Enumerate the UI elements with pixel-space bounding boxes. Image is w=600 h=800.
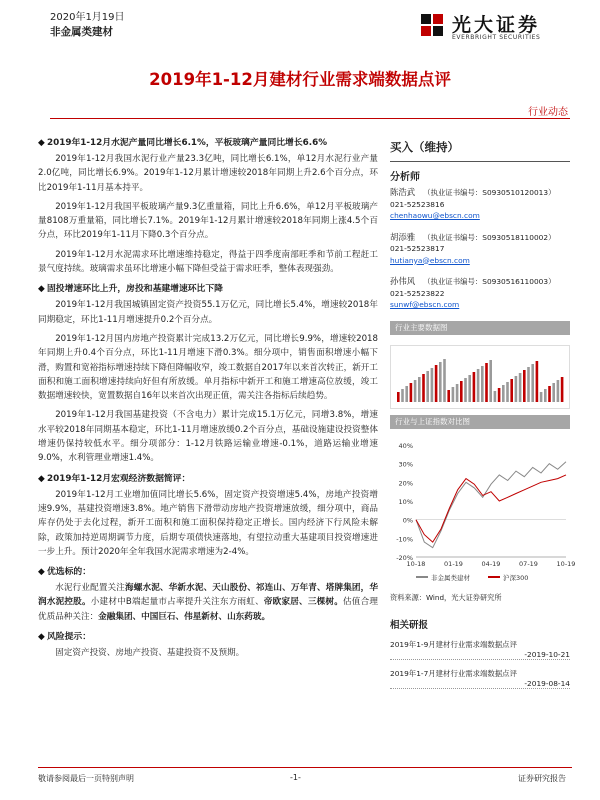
figure-bar xyxy=(515,376,518,402)
figure-bar xyxy=(540,392,543,402)
related-report-item[interactable] xyxy=(390,668,570,689)
related-report-date: -2019-08-14 xyxy=(390,679,570,689)
related-report-title[interactable]: 2019年1-7月建材行业需求端数据点评 xyxy=(390,668,517,678)
legend-label: 非金属类建材 xyxy=(431,573,470,582)
diamond-bullet-icon: ◆ xyxy=(38,284,45,295)
stock-picks: 水泥行业配置关注海螺水泥、华新水泥、天山股份、祁连山、万年青、塔牌集团，华润水泥控股。小建材中B端起量市占率提升关注东方雨虹、帝欧家居、三棵树。估值合理优质品种关注：金融集团、中国巨石、伟星新材、山东药玻。 xyxy=(38,583,378,622)
body-paragraph: 2019年1-12月我国城镇固定资产投资55.1万亿元，同比增长5.4%，增速较2018年同期稳定，环比1-11月增速提升0.2个百分点。 xyxy=(38,300,378,325)
body-paragraph: 2019年1-12月我国基建投资（不含电力）累计完成15.1万亿元，同增3.8%，增速水平较2018年同期基本稳定，环比1-11月增速放缓0.2个百分点，基础设施建设投资整体增速仍保持较低水平。细分项部分：1-12月铁路运输业增速-0.1%，道路运输业增速9.0%，水利管理业增速1.4%。 xyxy=(38,410,378,464)
logo-text-cn: 光大证券 xyxy=(452,14,541,36)
figure-bar xyxy=(401,389,404,402)
x-tick-label: 01-19 xyxy=(444,559,463,568)
figure-bar xyxy=(502,385,505,402)
figure-bar xyxy=(552,383,555,402)
sidebar xyxy=(390,131,576,689)
figure-bar xyxy=(439,362,442,402)
analyst-email-link[interactable]: hutianya@ebscn.com xyxy=(390,255,470,265)
figure-bar xyxy=(468,375,471,402)
figure-bar xyxy=(426,371,429,402)
logo-mark-icon xyxy=(418,10,446,40)
series-line-0 xyxy=(416,461,566,547)
figure-bar xyxy=(494,391,497,402)
section-heading: ◆ 风险提示： xyxy=(38,632,91,643)
figure-bar xyxy=(536,361,539,402)
figure-bar xyxy=(464,378,467,402)
figure-bar xyxy=(519,373,522,402)
body-paragraph: 2019年1-12月国内房地产投资累计完成13.2万亿元，同比增长9.9%，增速较2018年同期上升0.4个百分点，环比1-11月增速下滑0.3%。细分项中，销售面积增速小幅下滑，购置和宽裕指标增速持续下降但降幅收窄，竣工数据自2017年以来首次转正，新开工面积和施工面积增速持续向好但有所放缓。单月指标中新开工和施工增速高位放缓，竣工数据增速较快，宽置数据自16年以来首次出现正值，需关注各指标后续趋势。 xyxy=(38,333,378,402)
analyst-phone: 021-52523816 xyxy=(390,199,445,209)
comparison-chart xyxy=(390,439,576,589)
related-report-date: -2019-10-21 xyxy=(390,650,570,660)
x-tick-label: 07-19 xyxy=(519,559,538,568)
figure-bar xyxy=(410,383,413,402)
body-paragraph: 2019年1-12月工业增加值同比增长5.6%，固定资产投资增速5.4%，房地产投资增速9.9%，基建投资增速3.8%。地产销售下滑带动房地产投资增速放缓，细分项中，商品库存仍处于去化过程，新开工面积和施工面积保持稳定正增长。国内经济下行风险未解除，政策加持逆周期调节力度，后期专项债快速落地，有望拉动重大基建项目投资增速进一步上升。预计2020年全年我国水泥需求增速为2-4%。 xyxy=(38,489,378,557)
y-tick-label: 20% xyxy=(398,478,413,487)
related-report-item[interactable] xyxy=(390,639,570,660)
figure-bar xyxy=(523,370,526,402)
figure-bar xyxy=(447,390,450,402)
rating: 买入（维持） xyxy=(390,140,459,154)
figure-bar xyxy=(422,374,425,402)
y-tick-label: 10% xyxy=(398,497,413,506)
figure-bar xyxy=(418,377,421,402)
analyst-phone: 021-52523822 xyxy=(390,288,445,298)
chart-source: 资料来源：Wind，光大证券研究所 xyxy=(390,592,502,602)
analyst-cert: （执业证书编号：S0930510120013） xyxy=(423,188,556,197)
report-title: 2019年1-12月建材行业需求端数据点评 xyxy=(149,70,451,89)
diamond-bullet-icon: ◆ xyxy=(38,473,45,484)
figure-bar xyxy=(561,377,564,402)
industry-data-box-title: 行业主要数据图 xyxy=(390,321,570,335)
analyst-cert: （执业证书编号：S0930516110003） xyxy=(423,277,556,286)
figure-bar xyxy=(435,365,438,402)
figure-bar xyxy=(405,386,408,402)
body-paragraph: 2019年1-12月水泥需求环比增速维持稳定，得益于四季度南部旺季和节前工程赶工景气度持续。玻璃需求虽环比增速小幅下降但受益于需求旺季，整体表现强劲。 xyxy=(38,249,378,275)
figure-bar xyxy=(506,382,509,402)
x-tick-label: 10-19 xyxy=(556,559,576,568)
y-tick-label: -10% xyxy=(396,534,413,543)
diamond-bullet-icon: ◆ xyxy=(38,632,45,643)
section-heading: ◆ 2019年1-12月宏观经济数据简评： xyxy=(38,473,191,484)
rating-divider xyxy=(390,161,570,162)
x-tick-label: 04-19 xyxy=(481,559,501,568)
body-paragraph: 2019年1-12月我国水泥行业产量23.3亿吨，同比增长6.1%，单12月水泥行业产量2.0亿吨，同比增长6.9%。2019年1-12月累计增速较2018年同期上升2.6个百分点，环比2019年1-11月基本持平。 xyxy=(38,154,378,193)
figure-bar xyxy=(452,387,455,402)
related-reports-heading: 相关研报 xyxy=(390,619,429,631)
y-tick-label: 0% xyxy=(402,516,413,525)
section-heading: ◆ 优选标的： xyxy=(38,567,91,578)
footer-divider xyxy=(38,767,572,768)
main-body xyxy=(38,131,378,665)
figure-bar xyxy=(527,367,530,402)
analyst-email-link[interactable]: sunwf@ebscn.com xyxy=(390,300,460,309)
footer-report-type: 证券研究报告 xyxy=(518,774,566,783)
y-tick-label: -20% xyxy=(396,553,413,562)
report-tag: 行业动态 xyxy=(528,107,568,118)
analyst-phone: 021-52523817 xyxy=(390,244,445,253)
figure-bar xyxy=(510,379,513,402)
analyst-email-link[interactable]: chenhaowu@ebscn.com xyxy=(390,211,480,220)
figure-bar xyxy=(531,364,534,402)
risk-text: 固定资产投资、房地产投资、基建投资不及预期。 xyxy=(55,648,245,659)
body-paragraph: 2019年1-12月我国平板玻璃产量9.3亿重量箱，同比上升6.6%，单12月平板玻璃产量8108万重量箱，同比增长7.1%。2019年1-12月累计增速较2018年同期上涨4.5个百分点，环比2019年1-11月下降0.3个百分点。 xyxy=(38,201,378,241)
figure-bar xyxy=(456,384,459,402)
figure-bar xyxy=(498,388,501,402)
figure-bar xyxy=(443,359,446,402)
analyst-card xyxy=(390,232,570,267)
figure-bar xyxy=(489,360,492,402)
figure-bar xyxy=(557,380,560,402)
diamond-bullet-icon: ◆ xyxy=(38,567,45,578)
section-heading: ◆ 固投增速环比上升，房投和基建增速环比下降 xyxy=(38,284,223,295)
figure-bar xyxy=(548,386,551,402)
figure-bar xyxy=(460,381,463,402)
related-report-title[interactable]: 2019年1-9月建材行业需求端数据点评 xyxy=(390,639,517,649)
comparison-box-title: 行业与上证指数对比图 xyxy=(390,415,570,429)
analyst-name: 孙伟风 xyxy=(390,276,416,286)
analyst-card xyxy=(390,276,570,311)
comparison-chart-svg xyxy=(390,439,576,589)
figure-bar xyxy=(544,389,547,402)
analyst-cert: （执业证书编号：S0930518110002） xyxy=(423,232,556,242)
figure-bar xyxy=(473,372,476,402)
figure-bar xyxy=(431,368,434,402)
y-tick-label: 40% xyxy=(398,441,413,450)
industry-data-figure xyxy=(390,345,570,409)
legend-label: 沪深300 xyxy=(503,573,529,582)
analyst-name: 陈浩武 xyxy=(390,187,416,197)
analyst-heading: 分析师 xyxy=(390,172,420,183)
industry-data-graphic xyxy=(391,346,571,408)
analyst-name: 胡添雅 xyxy=(390,231,416,242)
figure-bar xyxy=(481,366,484,402)
figure-bar xyxy=(477,369,480,402)
section-heading: ◆ 2019年1-12月水泥产量同比增长6.1%，平板玻璃产量同比增长6.6% xyxy=(38,138,328,148)
title-divider xyxy=(50,118,570,119)
footer-disclaimer: 敬请参阅最后一页特别声明 xyxy=(38,774,134,783)
figure-bar xyxy=(397,392,400,402)
diamond-bullet-icon: ◆ xyxy=(38,138,45,148)
figure-bar xyxy=(485,363,488,402)
logo-text-en: EVERBRIGHT SECURITIES xyxy=(452,34,541,41)
industry-category: 非金属类建材 xyxy=(50,26,113,38)
y-tick-label: 30% xyxy=(398,460,413,469)
x-tick-label: 10-18 xyxy=(406,559,426,568)
analyst-card xyxy=(390,187,570,222)
page-number: -1- xyxy=(290,773,301,782)
figure-bar xyxy=(414,380,417,402)
brand-logo xyxy=(418,8,568,46)
report-date: 2020年1月19日 xyxy=(50,12,125,23)
